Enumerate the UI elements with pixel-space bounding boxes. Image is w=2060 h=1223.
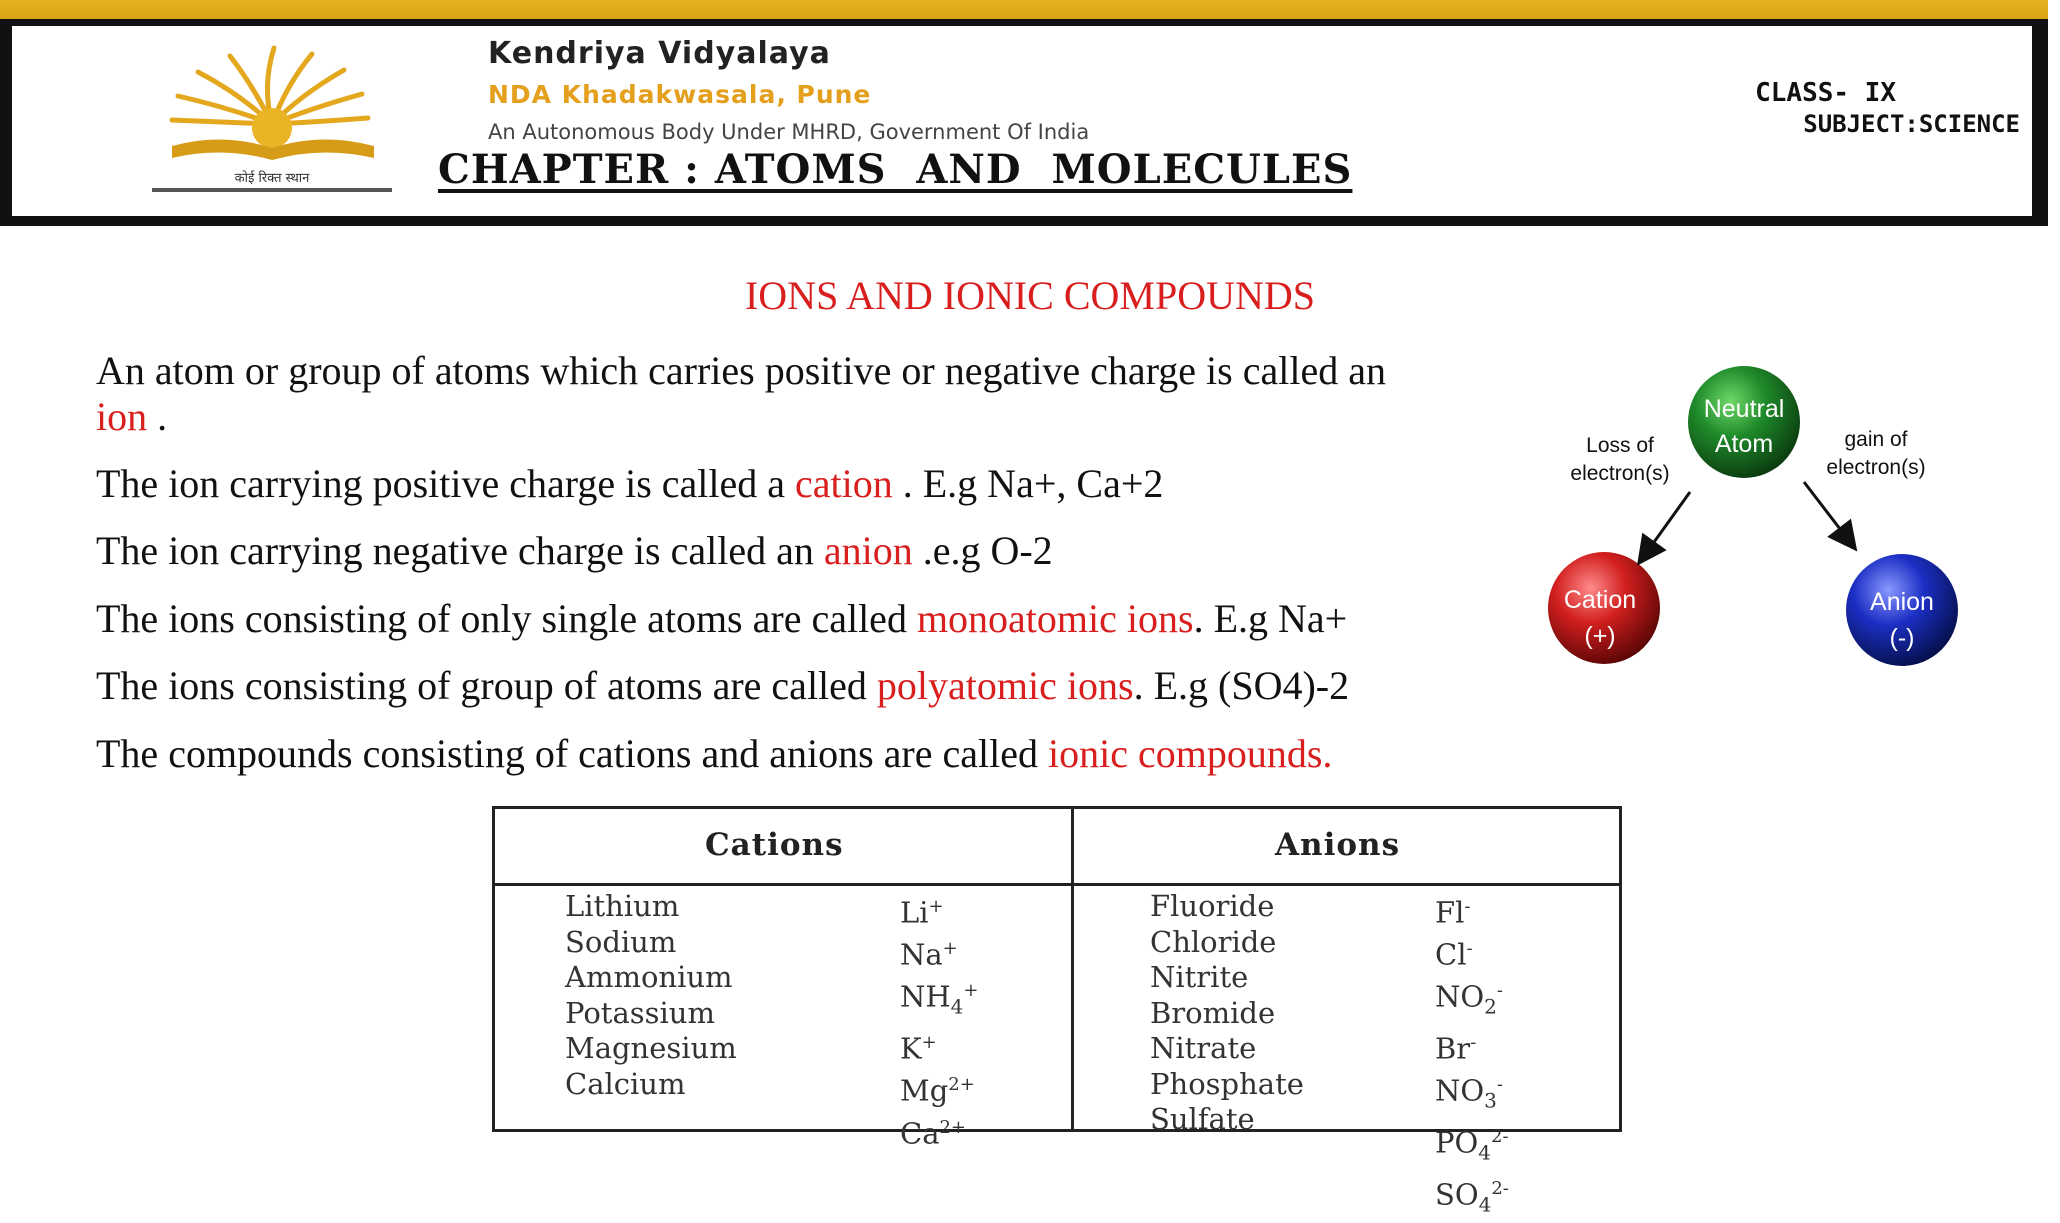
- cation-symbol-cell: [900, 931, 979, 973]
- cation-symbol-cell: [900, 889, 979, 931]
- symbol-subscript: 2: [1484, 994, 1497, 1019]
- symbol-text: PO: [1435, 1126, 1479, 1161]
- symbol-charge: -: [1470, 1032, 1477, 1054]
- header-gold-stripe: [0, 0, 2048, 22]
- symbol-text: Fl: [1435, 895, 1465, 930]
- symbol-charge: 2-: [1491, 1126, 1509, 1148]
- cation-symbol-cell: [900, 1067, 979, 1109]
- anion-symbol-cell: [1435, 1119, 1509, 1171]
- symbol-charge: +: [942, 938, 958, 960]
- anion-ball: [1846, 554, 1958, 666]
- subject-label: SUBJECT:SCIENCE: [1803, 110, 2020, 138]
- anion-label-2: (-): [1889, 624, 1915, 652]
- symbol-charge: 2+: [939, 1116, 967, 1138]
- neutral-label-2: Atom: [1714, 430, 1774, 458]
- cation-names-column: [565, 889, 737, 1102]
- anion-name-cell: Phosphate: [1150, 1066, 1304, 1101]
- ions-table: [492, 806, 1622, 1217]
- neutral-atom-ball: [1688, 366, 1800, 478]
- term-polyatomic-ions: polyatomic ions: [876, 663, 1134, 708]
- symbol-text: NO: [1435, 1074, 1485, 1109]
- cation-name-cell: Ammonium: [565, 960, 733, 994]
- cation-name-cell: Magnesium: [565, 1031, 737, 1065]
- symbol-subscript: 4: [1478, 1192, 1492, 1217]
- paragraph-ionic-compounds: [96, 731, 1332, 777]
- anion-symbol-cell: [1435, 1067, 1509, 1119]
- cation-label-1: Cation: [1563, 586, 1637, 614]
- symbol-charge: -: [1496, 1074, 1503, 1096]
- anion-symbol-cell: [1435, 931, 1509, 973]
- paragraph-text: The ions consisting of group of atoms are called: [96, 663, 877, 708]
- svg-text:कोई रिक्त स्थान: कोई रिक्त स्थान: [234, 171, 310, 186]
- school-subtitle: An Autonomous Body Under MHRD, Government Of India: [488, 120, 1090, 144]
- symbol-charge: +: [928, 896, 944, 917]
- anion-label-1: Anion: [1870, 588, 1934, 616]
- table-header-cations: Cations: [705, 827, 844, 863]
- symbol-text: Mg: [900, 1074, 949, 1109]
- paragraph-text: The ion carrying positive charge is called a: [96, 461, 796, 506]
- loss-label-1: Loss of: [1586, 434, 1654, 457]
- anion-name-cell: Sulfate: [1150, 1102, 1255, 1136]
- header-banner: [0, 0, 2048, 226]
- cation-symbols-column: [900, 889, 979, 1152]
- paragraph-ion-definition: [96, 348, 1536, 440]
- paragraph-end: .: [147, 394, 168, 439]
- school-location: NDA Khadakwasala, Pune: [488, 80, 872, 109]
- cation-ball: [1548, 552, 1660, 664]
- paragraph-text: An atom or group of atoms which carries positive or negative charge is called an: [96, 348, 1386, 393]
- school-name: Kendriya Vidyalaya: [488, 36, 831, 71]
- symbol-subscript: 4: [1478, 1140, 1492, 1165]
- term-cation: cation: [795, 461, 893, 506]
- paragraph-text: The ions consisting of only single atoms are called: [96, 596, 917, 641]
- symbol-charge: 2+: [948, 1074, 975, 1096]
- symbol-charge: +: [921, 1032, 937, 1054]
- paragraph-anion: [96, 528, 1053, 574]
- paragraph-text: The compounds consisting of cations and anions are called: [96, 731, 1048, 776]
- paragraph-end: . E.g Na+: [1193, 596, 1348, 641]
- header-panel: [12, 26, 2032, 216]
- anion-names-column: [1150, 889, 1304, 1138]
- anion-name-cell: Nitrite: [1150, 960, 1249, 994]
- symbol-charge: -: [1464, 896, 1471, 917]
- symbol-text: NO: [1435, 979, 1485, 1014]
- table-divider-horizontal: [495, 883, 1619, 886]
- paragraph-text: The ion carrying negative charge is called an: [96, 528, 824, 573]
- class-label: CLASS- IX: [1755, 78, 1896, 108]
- anion-symbol-cell: [1435, 1171, 1509, 1223]
- loss-arrow-icon: [1644, 492, 1690, 556]
- table-divider-vertical: [1071, 809, 1074, 1129]
- symbol-text: Na: [900, 937, 943, 972]
- symbol-charge: +: [963, 980, 979, 1002]
- anion-symbols-column: [1435, 889, 1509, 1223]
- paragraph-monoatomic: [96, 596, 1347, 642]
- chapter-title: CHAPTER : ATOMS AND MOLECULES: [438, 146, 1353, 193]
- cation-name-cell: Potassium: [565, 995, 715, 1030]
- term-monoatomic-ions: monoatomic ions: [916, 596, 1194, 641]
- anion-symbol-cell: [1435, 1025, 1509, 1067]
- anion-name-cell: Nitrate: [1150, 1031, 1257, 1065]
- cation-name-cell: Calcium: [565, 1066, 686, 1101]
- paragraph-polyatomic: [96, 663, 1349, 709]
- gain-label-1: gain of: [1844, 428, 1908, 451]
- symbol-charge: -: [1466, 938, 1473, 960]
- gain-arrow-icon: [1804, 482, 1850, 542]
- symbol-text: Cl: [1435, 937, 1467, 972]
- term-ionic-compounds: ionic compounds.: [1047, 731, 1333, 776]
- symbol-subscript: 4: [950, 994, 964, 1019]
- paragraph-end: . E.g (SO4)-2: [1133, 663, 1350, 708]
- symbol-charge: 2-: [1491, 1178, 1509, 1200]
- symbol-text: Li: [900, 895, 929, 930]
- kendriya-vidyalaya-logo-icon: [112, 36, 432, 206]
- gain-label-2: electron(s): [1826, 456, 1926, 479]
- symbol-subscript: 3: [1484, 1088, 1497, 1113]
- paragraph-end: . E.g Na+, Ca+2: [892, 461, 1164, 506]
- anion-name-cell: Chloride: [1150, 924, 1277, 959]
- cation-symbol-cell: [900, 1025, 979, 1067]
- loss-label-2: electron(s): [1570, 462, 1670, 485]
- symbol-text: K: [900, 1031, 922, 1066]
- cation-symbol-cell: [900, 1110, 979, 1152]
- symbol-text: Ca: [900, 1116, 940, 1151]
- symbol-text: NH: [900, 979, 951, 1014]
- anion-symbol-cell: [1435, 973, 1509, 1025]
- cation-name-cell: Sodium: [565, 924, 677, 959]
- anion-name-cell: Fluoride: [1150, 889, 1275, 923]
- symbol-text: SO: [1435, 1177, 1479, 1212]
- cation-label-2: (+): [1584, 622, 1616, 650]
- symbol-text: Br: [1435, 1031, 1471, 1066]
- table-header-anions: Anions: [1275, 827, 1401, 863]
- ion-formation-diagram: [1536, 342, 1976, 722]
- anion-symbol-cell: [1435, 889, 1509, 931]
- paragraph-end: .e.g O-2: [912, 528, 1053, 573]
- section-title: IONS AND IONIC COMPOUNDS: [744, 273, 1316, 318]
- anion-name-cell: Bromide: [1150, 995, 1276, 1030]
- paragraph-cation: [96, 461, 1163, 507]
- symbol-charge: -: [1496, 980, 1503, 1002]
- term-ion: ion: [96, 394, 148, 439]
- term-anion: anion: [823, 528, 913, 573]
- neutral-label-1: Neutral: [1703, 395, 1785, 423]
- cation-name-cell: Lithium: [565, 889, 680, 923]
- cation-symbol-cell: [900, 973, 979, 1025]
